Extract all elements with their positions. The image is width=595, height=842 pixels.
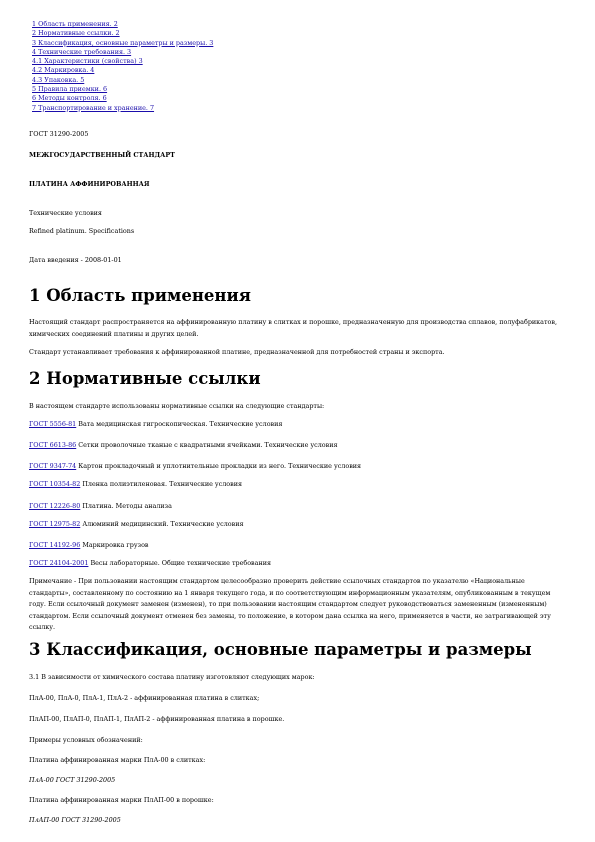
reference-link[interactable]: ГОСТ 12975-82 [29,520,81,528]
toc-item[interactable] [29,39,569,48]
section-3-paragraph: Платина аффинированная марки ПлА-00 в слитках: [29,756,206,764]
reference-text: Платина. Методы анализа [80,502,172,510]
section-1-heading: 1 Область применения [29,286,251,305]
toc-link[interactable]: 3 Классификация, основные параметры и размеры. 3 [32,38,214,47]
reference-text: Вата медицинская гигроскопическая. Технические условия [76,420,283,428]
designation-example: ПлА-00 ГОСТ 31290-2005 [29,776,116,784]
reference-text: Пленка полиэтиленовая. Технические условия [80,480,243,488]
reference-item [29,462,361,471]
section-2-heading: 2 Нормативные ссылки [29,369,261,388]
section-3-paragraph: ПлАП-00, ПлАП-0, ПлАП-1, ПлАП-2 - аффинированная платина в порошке. [29,715,285,723]
reference-item [29,502,172,511]
section-3-paragraph: 3.1 В зависимости от химического состава платину изготовляют следующих марок: [29,673,315,681]
reference-item [29,441,338,450]
section-2-intro: В настоящем стандарте использованы нормативные ссылки на следующие стандарты: [29,402,325,410]
reference-link[interactable]: ГОСТ 6613-86 [29,441,77,449]
toc-link[interactable]: 4.2 Маркировка. 4 [32,66,95,75]
section-2-note: Примечание - При пользовании настоящим стандартом целесообразно проверить действие ссылочных стандартов по указателю «Национальные стандарты», составленному по состоянию на 1 января текущего года, и по соответствующим информационным указателям, опубликованным в текущем году. Если ссылочный документ заменен (изменен), то при пользовании настоящим стандартом следует руководствоваться замененным (измененным) стандартом. Если ссылочный документ отменен без замены, то положение, в котором дана ссылка на него, применяется в части, не затрагивающей эту ссылку. [29,577,551,632]
toc-item[interactable] [29,104,569,113]
reference-item [29,520,244,529]
toc-link[interactable]: 4 Технические требования. 3 [32,47,132,56]
reference-link[interactable]: ГОСТ 5556-81 [29,420,77,428]
toc-item[interactable] [29,48,569,57]
section-3-paragraph: ПлА-00, ПлА-0, ПлА-1, ПлА-2 - аффинированная платина в слитках; [29,694,260,702]
toc-item[interactable] [29,85,569,94]
reference-item [29,541,149,550]
table-of-contents [29,20,569,113]
section-3-heading: 3 Классификация, основные параметры и размеры [29,640,532,659]
designation-example: ПлАП-00 ГОСТ 31290-2005 [29,816,121,824]
reference-link[interactable]: ГОСТ 14192-96 [29,541,81,549]
doc-title: ПЛАТИНА АФФИНИРОВАННАЯ [29,180,150,188]
toc-item[interactable] [29,76,569,85]
reference-item [29,480,242,489]
reference-text: Сетки проволочные тканые с квадратными ячейками. Технические условия [76,441,338,449]
section-1-paragraph-1: Настоящий стандарт распространяется на аффинированную платину в слитках и порошке, предназначенную для производства сплавов, полуфабрикатов, химических соединений платины и других целей. [29,318,557,339]
standard-type: МЕЖГОСУДАРСТВЕННЫЙ СТАНДАРТ [29,151,175,159]
toc-link[interactable]: 7 Транспортирование и хранение. 7 [32,103,155,112]
reference-link[interactable]: ГОСТ 10354-82 [29,480,81,488]
reference-link[interactable]: ГОСТ 12226-80 [29,502,81,510]
subtitle-ru: Технические условия [29,209,102,217]
toc-link[interactable]: 4.3 Упаковка. 5 [32,75,85,84]
toc-link[interactable]: 6 Методы контроля. 6 [32,94,107,103]
reference-item [29,420,282,429]
toc-item[interactable] [29,20,569,29]
toc-link[interactable]: 2 Нормативные ссылки. 2 [32,29,120,38]
toc-item[interactable] [29,57,569,66]
subtitle-en: Refined platinum. Specifications [29,227,135,235]
section-3-paragraph: Примеры условных обозначений: [29,736,143,744]
reference-item [29,559,271,568]
toc-item[interactable] [29,29,569,38]
document-page [29,20,569,824]
reference-text: Алюминий медицинский. Технические условия [80,520,244,528]
toc-link[interactable]: 1 Область применения. 2 [32,20,118,28]
reference-text: Весы лабораторные. Общие технические требования [88,559,272,567]
reference-text: Картон прокладочный и уплотнительные прокладки из него. Технические условия [76,462,362,470]
toc-item[interactable] [29,94,569,103]
toc-link[interactable]: 4.1 Характеристики (свойства) 3 [32,57,143,66]
toc-item[interactable] [29,66,569,75]
intro-date: Дата введения - 2008-01-01 [29,256,122,264]
doc-number: ГОСТ 31290-2005 [29,130,89,138]
section-3-paragraph: Платина аффинированная марки ПлАП-00 в порошке: [29,796,214,804]
reference-text: Маркировка грузов [80,541,149,549]
reference-link[interactable]: ГОСТ 24104-2001 [29,559,89,567]
section-1-paragraph-2: Стандарт устанавливает требования к аффинированной платине, предназначенной для потребностей страны и экспорта. [29,348,445,356]
toc-link[interactable]: 5 Правила приемки. 6 [32,85,108,94]
reference-link[interactable]: ГОСТ 9347-74 [29,462,77,470]
